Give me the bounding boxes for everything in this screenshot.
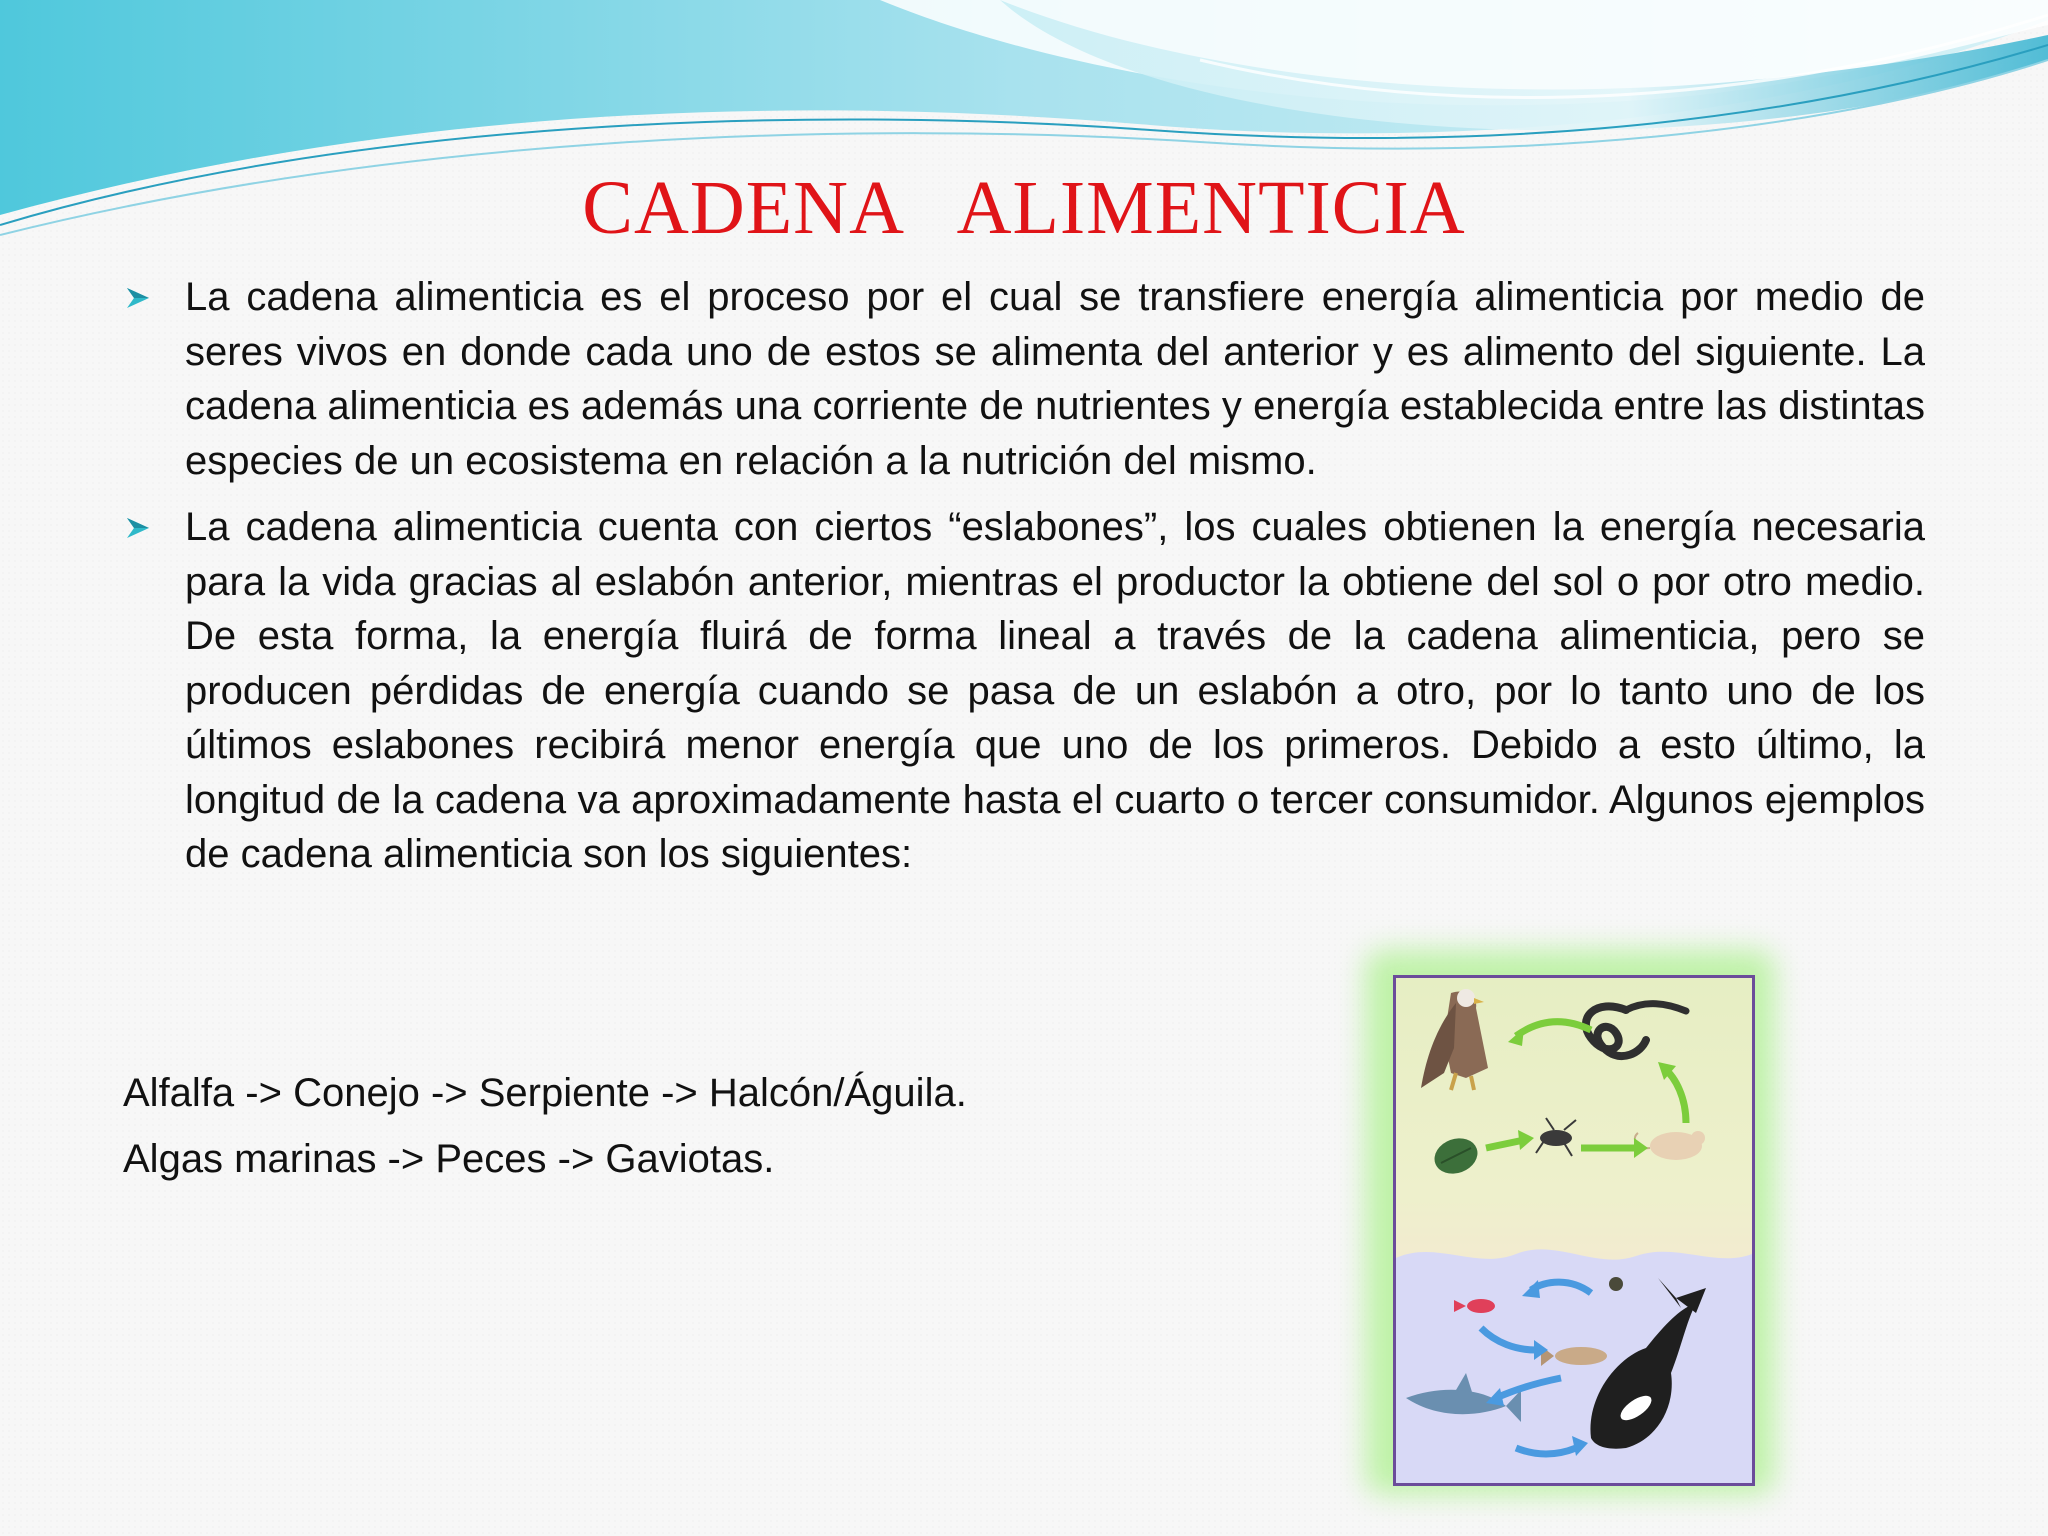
bullet-item-definition (125, 270, 1925, 488)
bullet-item-links (125, 500, 1925, 882)
slide-title: CADENA ALIMENTICIA (582, 166, 1466, 250)
example-item: Alfalfa -> Conejo -> Serpiente -> Halcón/Águila. (123, 1071, 967, 1115)
bullet-list (125, 270, 1925, 894)
bullet-arrow-icon (125, 286, 151, 310)
food-chain-drawing (1396, 978, 1752, 1483)
bullet-arrow-icon (125, 516, 151, 540)
algae-icon (1609, 1277, 1623, 1291)
bullet-text: La cadena alimenticia es el proceso por el cual se transfiere energía alimenticia por medio de seres vivos en donde cada uno de estos se alimenta del anterior y es alimento del siguiente. La cadena alimenticia es además una corriente de nutrientes y energía establecida entre las distintas especies de un ecosistema en relación a la nutrición del mismo. (185, 275, 1925, 483)
food-chain-illustration (1393, 975, 1755, 1486)
examples-list (123, 1060, 967, 1192)
example-item: Algas marinas -> Peces -> Gaviotas. (123, 1137, 775, 1181)
bullet-text: La cadena alimenticia cuenta con ciertos “eslabones”, los cuales obtienen la energía necesaria para la vida gracias al eslabón anterior, mientras el productor la obtiene del sol o por otro medio. De esta forma, la energía fluirá de forma lineal a través de la cadena alimenticia, pero se producen pérdidas de energía cuando se pasa de un eslabón a otro, por lo tanto uno de los últimos eslabones recibirá menor energía que uno de los primeros. Debido a esto último, la longitud de la cadena va aproximadamente hasta el cuarto o tercer consumidor. Algunos ejemplos de cadena alimenticia son los siguientes: (185, 505, 1925, 876)
